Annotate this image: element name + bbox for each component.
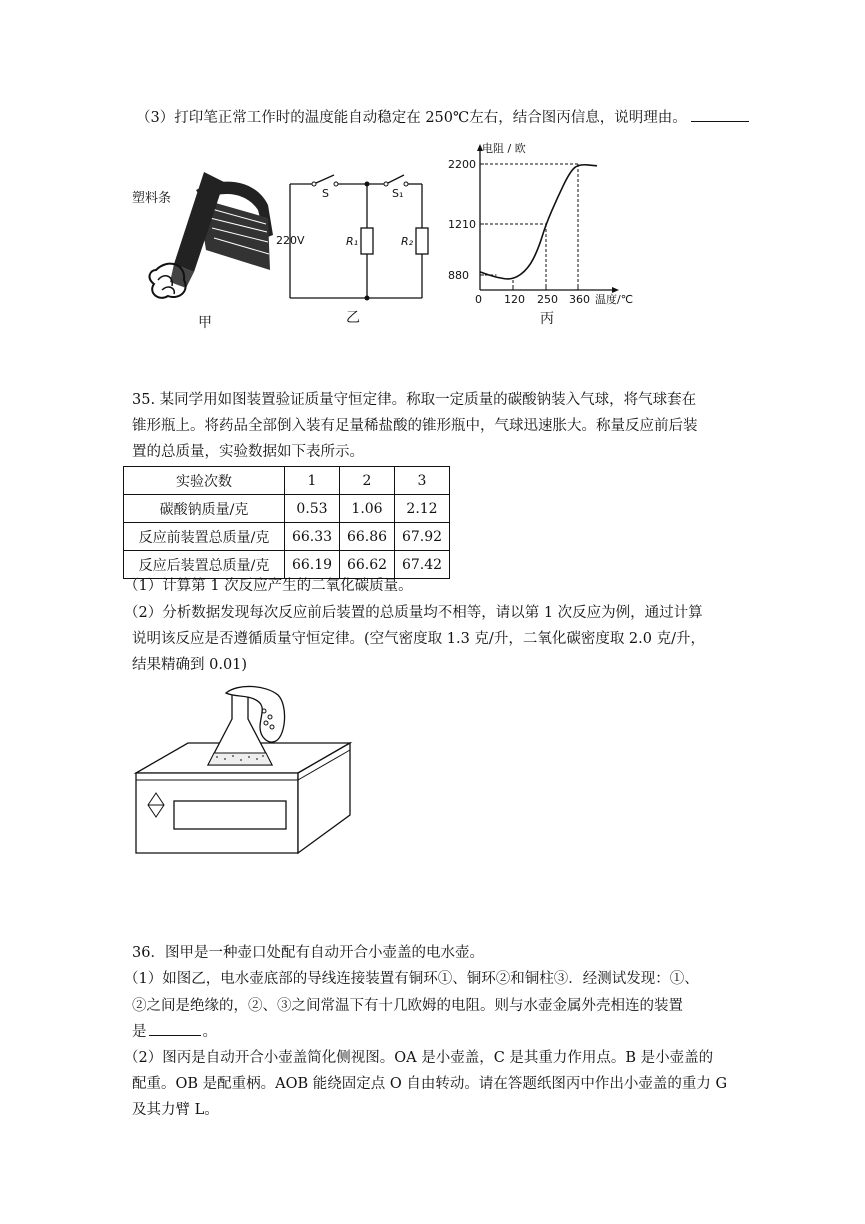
- table-cell: 66.62: [340, 551, 395, 579]
- table-cell: 0.53: [285, 495, 340, 523]
- table-cell: 1.06: [340, 495, 395, 523]
- q35-line1: 35. 某同学用如图装置验证质量守恒定律。称取一定质量的碳酸钠装入气球，将气球套在: [132, 392, 697, 408]
- figure-yi-caption: 乙: [346, 310, 360, 326]
- q35-part2-line1: （2）分析数据发现每次反应前后装置的总质量均不相等，请以第 1 次反应为例，通过计算: [124, 605, 703, 621]
- q35-line3: 置的总质量，实验数据如下表所示。: [132, 444, 364, 460]
- table-cell: 碳酸钠质量/克: [124, 495, 285, 523]
- table-cell: 2.12: [395, 495, 450, 523]
- table-cell: 67.42: [395, 551, 450, 579]
- y-tick-label: 2200: [448, 158, 476, 171]
- figure-jia: [128, 160, 288, 335]
- answer-blank[interactable]: [149, 1021, 201, 1036]
- r2-label: R₂: [401, 235, 414, 248]
- answer-blank[interactable]: [691, 107, 749, 122]
- origin-label: 0: [475, 293, 482, 306]
- figure-jia-caption: 甲: [198, 315, 212, 331]
- table-header-cell: 1: [285, 467, 340, 495]
- flask-on-scale-figure: [128, 685, 358, 860]
- q36-part2-line1: （2）图丙是自动开合小壶盖简化侧视图。OA 是小壶盖，C 是其重力作用点。B 是小壶盖的: [124, 1050, 714, 1066]
- table-header-cell: 2: [340, 467, 395, 495]
- figure-bing-chart: [445, 140, 680, 330]
- figure-bing-caption: 丙: [540, 311, 554, 327]
- resistance-curve: [480, 165, 597, 279]
- table-header-row: [124, 467, 450, 495]
- y-tick-label: 1210: [448, 218, 476, 231]
- voltage-label: 220V: [276, 234, 305, 247]
- q35-part1: （1）计算第 1 次反应产生的二氧化碳质量。: [124, 578, 413, 594]
- table-cell: 反应前装置总质量/克: [124, 523, 285, 551]
- q36-line1: 36．图甲是一种壶口处配有自动开合小壶盖的电水壶。: [132, 945, 484, 961]
- q36-part2-line3: 及其力臂 L。: [132, 1102, 219, 1118]
- q36-part2-line2: 配重。OB 是配重柄。AOB 能绕固定点 O 自由转动。请在答题纸图丙中作出小壶盖的重力 G: [132, 1076, 728, 1092]
- table-row: [124, 495, 450, 523]
- x-tick-label: 250: [537, 293, 558, 306]
- switch-s1-label: S₁: [392, 187, 404, 200]
- q35-part2-line2: 说明该反应是否遵循质量守恒定律。(空气密度取 1.3 克/升，二氧化碳密度取 2.0 克/升，: [132, 631, 705, 647]
- table-cell: 66.33: [285, 523, 340, 551]
- x-tick-label: 120: [504, 293, 525, 306]
- table-header-cell: 实验次数: [124, 467, 285, 495]
- switch-s-label: S: [322, 187, 329, 200]
- table-header-cell: 3: [395, 467, 450, 495]
- r1-label: R₁: [346, 235, 359, 248]
- q34-part3: （3）打印笔正常工作时的温度能自动稳定在 250℃左右，结合图丙信息，说明理由。: [136, 105, 749, 131]
- q35-line2: 锥形瓶上。将药品全部倒入装有足量稀盐酸的锥形瓶中，气球迅速胀大。称量反应前后装: [132, 418, 698, 434]
- experiment-table: [123, 466, 450, 579]
- table-cell: 67.92: [395, 523, 450, 551]
- figure-yi-circuit: [272, 170, 442, 330]
- y-tick-label: 880: [448, 269, 469, 282]
- q36-part1-line3: 是 。: [132, 1019, 217, 1045]
- x-axis-label: 温度/℃: [595, 293, 634, 306]
- q36-part1-line1: （1）如图乙，电水壶底部的导线连接装置有铜环①、铜环②和铜柱③．经测试发现：①、: [124, 971, 699, 987]
- y-axis-label: 电阻 / 欧: [482, 142, 526, 155]
- plastic-strip-label: 塑料条: [132, 191, 172, 206]
- table-cell: 66.19: [285, 551, 340, 579]
- x-tick-label: 360: [569, 293, 590, 306]
- scale-display: [174, 801, 286, 829]
- q35-part2-line3: 结果精确到 0.01): [132, 657, 248, 673]
- table-cell: 反应后装置总质量/克: [124, 551, 285, 579]
- table-cell: 66.86: [340, 523, 395, 551]
- table-row: [124, 523, 450, 551]
- q36-part1-line2: ②之间是绝缘的，②、③之间常温下有十几欧姆的电阻。则与水壶金属外壳相连的装置: [132, 998, 683, 1014]
